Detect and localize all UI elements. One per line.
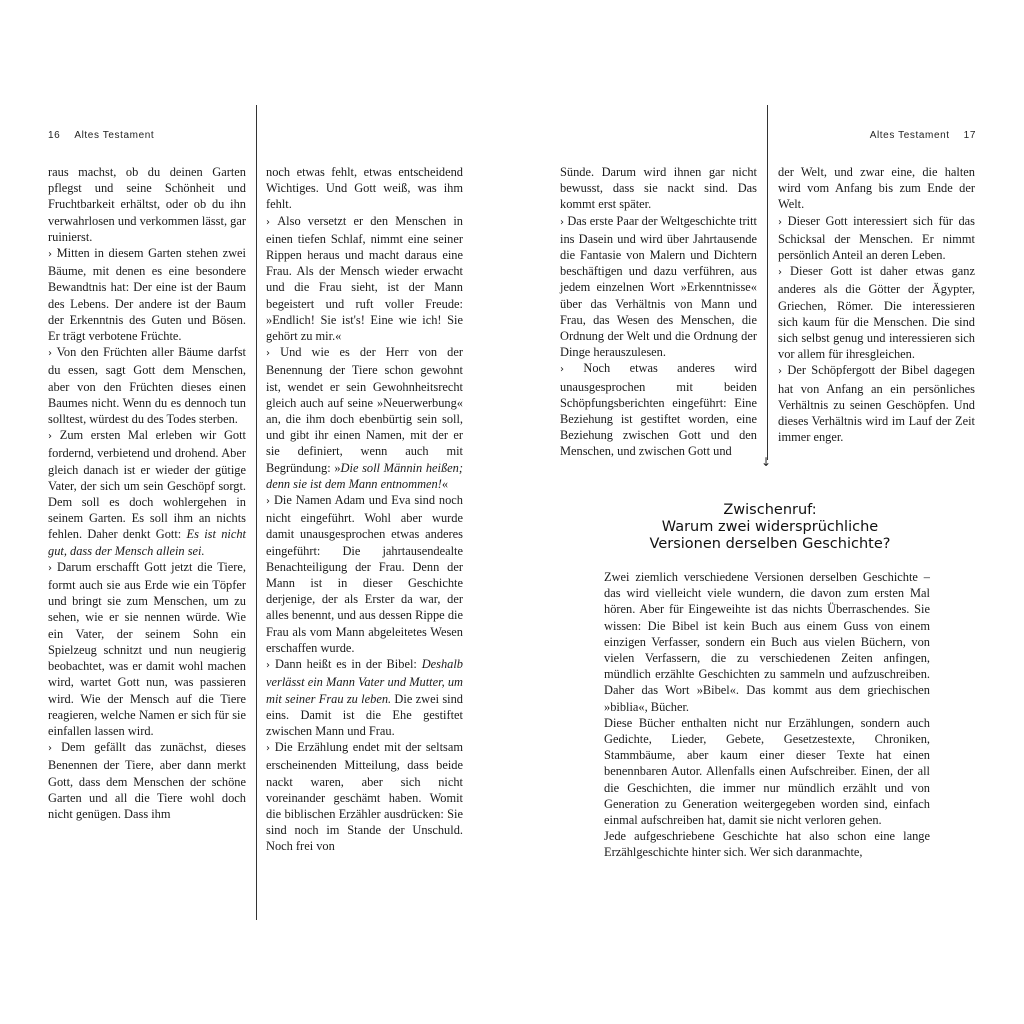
right-header-title: Altes Testament <box>869 130 950 141</box>
paragraph <box>266 739 463 854</box>
paragraph-text: Und wie es der Herr von der Benennung der Tiere schon gewohnt ist, wendet er sein Gewohnheitsrecht gleich auch auf seine »Neuerwerbung« an, die ihm doch ebenbürtig sein soll, und gibt ihr einen Namen, mit der er sie definiert, wenn auch mit Begründung: » <box>266 345 463 475</box>
paragraph-text: Dieser Gott interessiert sich für das Schicksal der Menschen. Er nimmt persönlich Anteil an deren Leben. <box>778 213 975 263</box>
text-column-1 <box>48 164 246 822</box>
left-page-number: 16 <box>48 130 61 141</box>
zwischenruf-text <box>604 569 930 861</box>
zwischenruf-heading <box>600 502 940 553</box>
paragraph-text: Dieser Gott ist daher etwas ganz anderes als die Götter der Ägypter, Griechen, Römer. Die interessieren sich kaum für die Menschen. Die sind sich selbst genug und interessieren sich vor allem für ihresgleichen. <box>778 264 975 362</box>
left-column-rule <box>256 105 257 920</box>
right-page-number: 17 <box>963 130 976 141</box>
paragraph-text: Mitten in diesem Garten stehen zwei Bäume, mit denen es eine besondere Bewandtnis hat: Der eine ist der Baum des Lebens. Der andere ist der Baum der Erkenntnis des Guten und Bösen. Er trägt verbotene Früchte. <box>48 246 246 344</box>
paragraph <box>48 344 246 427</box>
paragraph-text: raus machst, ob du deinen Garten pflegst und seine Schönheit und Fruchtbarkeit erhältst, oder ob du ihn verwahrlosen und verkommen lässt, gar ruinierst. <box>48 165 246 244</box>
paragraph <box>266 344 463 492</box>
paragraph <box>48 739 246 822</box>
paragraph <box>560 164 757 213</box>
paragraph <box>266 656 463 739</box>
paragraph-text: Noch etwas anderes wird unausgesprochen mit beiden Schöpfungsberichten eingeführt: Eine Beziehung ist gestiftet worden, eine Beziehung zwischen Gott und den Menschen, und zwischen Gott und <box>560 361 757 459</box>
paragraph-quote: Die soll Männin heißen; denn sie ist dem Mann entnommen! <box>266 460 463 491</box>
paragraph <box>48 427 246 559</box>
paragraph-text: Dem gefällt das zunächst, dieses Benennen der Tiere, aber dann merkt Gott, dass dem Menschen der schöne Garten und all die Tiere wohl doch nicht genügen. Dass ihm <box>48 740 246 821</box>
zwischenruf-line-1: Zwischenruf: <box>723 502 817 518</box>
paragraph-text: Von den Früchten aller Bäume darfst du essen, sagt Gott dem Menschen, aber von den Früchten dieses einen Baumes nicht. Wenn du es dennoch tun solltest, würdest du des Todes sterben. <box>48 345 247 427</box>
paragraph <box>266 213 463 345</box>
paragraph <box>48 559 246 739</box>
zwischenruf-paragraph: Jede aufgeschriebene Geschichte hat also schon eine lange Erzählgeschichte hinter sich. Wer sich daranmachte, <box>604 829 930 860</box>
zwischenruf-line-2: Warum zwei widersprüchliche <box>661 519 879 535</box>
paragraph-text: Zum ersten Mal erleben wir Gott fordernd, verbietend und drohend. Aber gleich danach ist er wieder der gütige Vater, der sich um sein Geschöpf sorgt. Dem soll es doch wohlergehen in seinem Garten. Es soll ihm an nichts fehlen. Daher denkt Gott: <box>48 428 246 542</box>
zwischenruf-line-3: Versionen derselben Geschichte? <box>649 536 891 552</box>
left-running-header <box>48 130 154 141</box>
text-column-3 <box>560 164 757 460</box>
paragraph <box>560 213 757 361</box>
paragraph <box>778 263 975 362</box>
paragraph <box>48 245 246 344</box>
paragraph <box>48 164 246 245</box>
right-column-rule <box>767 105 768 460</box>
paragraph <box>266 164 463 213</box>
paragraph-text: Der Schöpfergott der Bibel dagegen hat von Anfang an ein persönliches Verhältnis zu seinen Geschöpfen. Und dieses Verhältnis wird im Lauf der Zeit immer enger. <box>778 363 975 445</box>
paragraph-text: Die Erzählung endet mit der seltsam erscheinenden Mitteilung, dass beide nackt waren, aber sich nicht voreinander geschämt haben. Womit die biblischen Erzähler ausdrücken: Sie sind noch im Stande der Unschuld. Noch frei von <box>266 740 464 854</box>
paragraph-text: der Welt, und zwar eine, die halten wird vom Anfang bis zum Ende der Welt. <box>778 165 975 212</box>
paragraph-text: Das erste Paar der Weltgeschichte tritt ins Dasein und wird über Jahrtausende die Fantasie von Malern und Dichtern beschäftigen und dazu verführen, aus jedem einzelnen Wort »Erkenntnisse« über das Verhältnis von Mann und Frau, das Wesen des Menschen, die Ordnung der Welt und die Ordnung der Dinge herauszulesen. <box>560 213 757 360</box>
paragraph-text-end: Die zwei sind eins. Damit ist die Ehe gestiftet zwischen Mann und Frau. <box>266 691 463 738</box>
paragraph <box>266 492 463 656</box>
paragraph-text-end: « <box>441 476 449 491</box>
right-running-header <box>870 130 976 141</box>
paragraph <box>778 362 975 445</box>
zwischenruf-paragraph: Diese Bücher enthalten nicht nur Erzählungen, sondern auch Gedichte, Lieder, Gebete, Gesetzestexte, Chroniken, Stammbäume, aber kaum einer dieser Texte hat einen benennbaren Autor. Allenfalls einen Aufschreiber. Einen, der all die Geschichten, die immer nur mündlich erzählt und von Generation zu Generation weitergegeben worden sind, einfach einmal aufschreiben hat, damit sie nicht verloren gehen. <box>604 715 930 828</box>
left-header-title: Altes Testament <box>74 130 155 141</box>
paragraph <box>778 213 975 264</box>
paragraph-text: noch etwas fehlt, etwas entscheidend Wichtiges. Und Gott weiß, was ihm fehlt. <box>266 165 463 212</box>
paragraph-text: Darum erschafft Gott jetzt die Tiere, formt auch sie aus Erde wie ein Töpfer und bringt sie zum Menschen, um zu sehen, wie er sie nennen würde. Wie ein Vater, der seinem Sohn ein Spielzeug schnitzt und nun neugierig beobachtet, was er damit wohl machen wird, wartet Gott nun, was passieren wird. Wie der Mensch auf die Tiere reagieren, welche Namen er sich für sie einfallen lassen wird. <box>48 559 246 738</box>
paragraph <box>560 360 757 459</box>
paragraph-quote: Es ist nicht gut, dass der Mensch allein sei. <box>48 527 247 558</box>
paragraph-text: Also versetzt er den Menschen in einen tiefen Schlaf, nimmt eine seiner Rippen heraus und macht daraus eine Frau. Als der Mensch wieder erwacht und die Frau sieht, ist der Mann begeistert und ruft voller Freude: »Endlich! Sie ist's! Eine wie ich! Sie gehört zu mir.« <box>266 213 463 344</box>
text-column-4 <box>778 164 975 445</box>
paragraph-quote: Deshalb verlässt ein Mann Vater und Mutter, um mit seiner Frau zu leben. <box>266 657 463 706</box>
continue-arrow-icon: ↓ <box>761 455 772 469</box>
paragraph-text: Dann heißt es in der Bibel: <box>274 657 422 672</box>
paragraph-text: Sünde. Darum wird ihnen gar nicht bewusst, dass sie nackt sind. Das kommt erst später. <box>560 165 757 212</box>
zwischenruf-paragraph: Zwei ziemlich verschiedene Versionen derselben Geschichte – das wird vielleicht viele wundern, die davon zum ersten Mal hören. Aber für Eingeweihte ist das nichts Überraschendes. Sie wissen: Die Bibel ist kein Buch aus einem Guss von einem einzigen Verfasser, sondern ein Buch aus vielen Büchern, von vielen Verfassern, die zu verschiedenen Zeiten anfingen, mündlich erzählte Geschichten zu sammeln und aufzuschreiben. Daher das Wort »Bibel«. Das kommt aus dem griechischen »biblia«, Bücher. <box>604 570 930 714</box>
paragraph <box>778 164 975 213</box>
paragraph-text: Die Namen Adam und Eva sind noch nicht eingeführt. Wohl aber wurde damit unausgesprochen etwas anderes eingeführt: Die jahrtausendealte Benachteiligung der Frau. Denn der Mann ist in dieser Geschichte derjenige, der als Erster da war, der alles benennt, und aus dessen Rippe die Frau als vom Mann abgeleitetes Wesen erschaffen wurde. <box>266 493 463 655</box>
text-column-2 <box>266 164 463 855</box>
